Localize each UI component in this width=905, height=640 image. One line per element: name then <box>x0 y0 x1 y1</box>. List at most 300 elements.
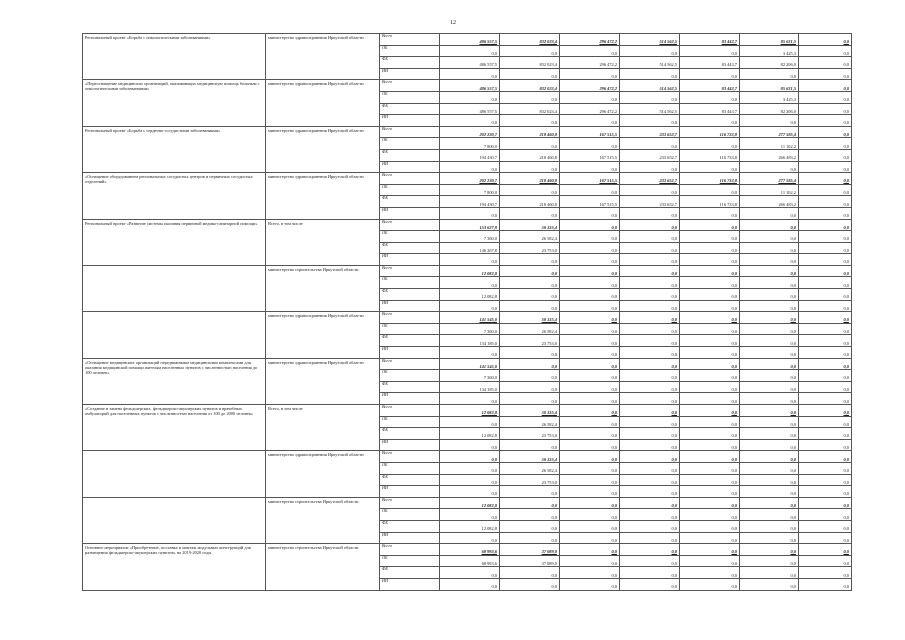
amount-cell: 0,0 <box>560 497 620 509</box>
amount-cell: 0,0 <box>440 486 500 498</box>
amount-cell: 0,0 <box>680 474 740 486</box>
amount-cell: 0,0 <box>680 544 740 556</box>
funding-source: ИИ <box>380 578 440 590</box>
amount-cell: 0,0 <box>560 358 620 370</box>
amount-cell: 0,0 <box>560 416 620 428</box>
amount-cell: 277 585,4 <box>740 173 799 185</box>
amount-cell: 0,0 <box>620 45 680 57</box>
table-row <box>83 451 852 463</box>
amount-cell: 0,0 <box>620 567 680 579</box>
amount-cell: 83 443,7 <box>680 103 740 115</box>
table-row <box>83 544 852 556</box>
funding-source: ФБ <box>380 196 440 208</box>
amount-cell: 12 082,8 <box>440 520 500 532</box>
amount-cell: 0,0 <box>440 509 500 521</box>
amount-cell: 0,0 <box>799 80 852 92</box>
amount-cell: 0,0 <box>620 115 680 127</box>
amount-cell: 0,0 <box>740 300 799 312</box>
table-row <box>83 312 852 324</box>
amount-cell: 116 733,8 <box>680 196 740 208</box>
funding-source: ФБ <box>380 242 440 254</box>
amount-cell: 116 733,8 <box>680 126 740 138</box>
table-row <box>83 497 852 509</box>
amount-cell: 26 582,4 <box>500 231 560 243</box>
amount-cell: 486 557,5 <box>440 57 500 69</box>
amount-cell: 0,0 <box>560 161 620 173</box>
amount-cell: 0,0 <box>620 462 680 474</box>
amount-cell: 0,0 <box>680 265 740 277</box>
amount-cell: 0,0 <box>560 312 620 324</box>
amount-cell: 0,0 <box>740 289 799 301</box>
amount-cell: 0,0 <box>560 265 620 277</box>
amount-cell: 0,0 <box>440 207 500 219</box>
amount-cell: 0,0 <box>680 405 740 417</box>
funding-source: Всего <box>380 219 440 231</box>
amount-cell: 50 335,4 <box>500 312 560 324</box>
amount-cell: 0,0 <box>680 428 740 440</box>
amount-cell: 218 460,8 <box>500 126 560 138</box>
amount-cell: 0,0 <box>680 509 740 521</box>
amount-cell: 0,0 <box>680 578 740 590</box>
amount-cell: 0,0 <box>799 115 852 127</box>
amount-cell: 0,0 <box>560 231 620 243</box>
amount-cell: 3 425,3 <box>740 91 799 103</box>
amount-cell: 0,0 <box>620 393 680 405</box>
amount-cell: 0,0 <box>560 405 620 417</box>
amount-cell: 218 460,8 <box>500 149 560 161</box>
funding-source: ОБ <box>380 277 440 289</box>
amount-cell: 0,0 <box>740 532 799 544</box>
amount-cell: 141 545,0 <box>440 358 500 370</box>
amount-cell: 0,0 <box>560 91 620 103</box>
amount-cell: 0,0 <box>740 416 799 428</box>
amount-cell: 0,0 <box>680 312 740 324</box>
amount-cell: 0,0 <box>560 393 620 405</box>
amount-cell: 0,0 <box>560 428 620 440</box>
activity-name: Региональный проект «Развитие системы оказания первичной медико-санитарной помощи» <box>83 219 266 265</box>
amount-cell: 0,0 <box>500 520 560 532</box>
activity-name: Основное мероприятие «Приобретение, поставка и монтаж модульных конструкций для размещения фельдшерско-акушерских пунктов» на 2019-2020 годы <box>83 544 266 590</box>
amount-cell: 0,0 <box>620 289 680 301</box>
amount-cell: 23 753,0 <box>500 428 560 440</box>
amount-cell: 85 631,5 <box>740 34 799 46</box>
amount-cell: 7 800,0 <box>440 138 500 150</box>
amount-cell: 0,0 <box>740 578 799 590</box>
funding-source: ОБ <box>380 555 440 567</box>
amount-cell: 0,0 <box>799 196 852 208</box>
amount-cell: 0,0 <box>799 161 852 173</box>
funding-source: ОБ <box>380 138 440 150</box>
amount-cell: 7 360,0 <box>440 323 500 335</box>
amount-cell: 0,0 <box>560 323 620 335</box>
amount-cell: 0,0 <box>799 381 852 393</box>
amount-cell: 0,0 <box>620 335 680 347</box>
funding-source: ФБ <box>380 335 440 347</box>
amount-cell: 0,0 <box>560 370 620 382</box>
amount-cell: 0,0 <box>799 57 852 69</box>
funding-source: Всего <box>380 126 440 138</box>
amount-cell: 0,0 <box>680 115 740 127</box>
responsible-executor: министерство здравоохранения Иркутской области <box>266 34 380 80</box>
amount-cell: 0,0 <box>799 312 852 324</box>
amount-cell: 0,0 <box>560 439 620 451</box>
amount-cell: 0,0 <box>440 416 500 428</box>
amount-cell: 0,0 <box>620 184 680 196</box>
amount-cell: 167 515,5 <box>560 149 620 161</box>
amount-cell: 0,0 <box>560 381 620 393</box>
amount-cell: 0,0 <box>799 509 852 521</box>
amount-cell: 12 082,8 <box>440 497 500 509</box>
amount-cell: 0,0 <box>799 138 852 150</box>
amount-cell: 0,0 <box>799 567 852 579</box>
amount-cell: 0,0 <box>799 68 852 80</box>
amount-cell: 832 023,4 <box>500 57 560 69</box>
amount-cell: 0,0 <box>799 126 852 138</box>
amount-cell: 0,0 <box>440 578 500 590</box>
amount-cell: 0,0 <box>560 544 620 556</box>
amount-cell: 514 562,5 <box>620 57 680 69</box>
activity-name: Региональный проект «Борьба с сердечно-сосудистыми заболеваниями» <box>83 126 266 172</box>
amount-cell: 0,0 <box>799 486 852 498</box>
amount-cell: 0,0 <box>440 254 500 266</box>
amount-cell: 0,0 <box>440 91 500 103</box>
amount-cell: 167 515,5 <box>560 173 620 185</box>
amount-cell: 82 206,0 <box>740 57 799 69</box>
amount-cell: 0,0 <box>500 138 560 150</box>
amount-cell: 832 023,4 <box>500 103 560 115</box>
amount-cell: 0,0 <box>620 486 680 498</box>
amount-cell: 37 089,0 <box>500 544 560 556</box>
amount-cell: 0,0 <box>680 323 740 335</box>
amount-cell: 0,0 <box>680 219 740 231</box>
amount-cell: 0,0 <box>680 451 740 463</box>
amount-cell: 0,0 <box>680 567 740 579</box>
amount-cell: 0,0 <box>500 370 560 382</box>
amount-cell: 0,0 <box>740 381 799 393</box>
amount-cell: 82 206,0 <box>740 103 799 115</box>
amount-cell: 0,0 <box>500 289 560 301</box>
amount-cell: 0,0 <box>500 254 560 266</box>
amount-cell: 233 652,7 <box>620 126 680 138</box>
table-row <box>83 126 852 138</box>
amount-cell: 0,0 <box>560 115 620 127</box>
amount-cell: 514 562,5 <box>620 34 680 46</box>
amount-cell: 0,0 <box>680 45 740 57</box>
funding-source: Всего <box>380 312 440 324</box>
amount-cell: 0,0 <box>500 393 560 405</box>
amount-cell: 26 582,4 <box>500 416 560 428</box>
amount-cell: 0,0 <box>560 462 620 474</box>
amount-cell: 0,0 <box>620 405 680 417</box>
amount-cell: 0,0 <box>500 207 560 219</box>
amount-cell: 0,0 <box>500 277 560 289</box>
funding-source: ОБ <box>380 231 440 243</box>
amount-cell: 23 753,0 <box>500 242 560 254</box>
amount-cell: 486 557,5 <box>440 34 500 46</box>
funding-source: Всего <box>380 173 440 185</box>
amount-cell: 0,0 <box>620 161 680 173</box>
funding-source: ОБ <box>380 416 440 428</box>
amount-cell: 0,0 <box>799 358 852 370</box>
amount-cell: 0,0 <box>500 578 560 590</box>
amount-cell: 0,0 <box>799 34 852 46</box>
funding-source: ОБ <box>380 184 440 196</box>
amount-cell: 0,0 <box>680 300 740 312</box>
table-row <box>83 80 852 92</box>
amount-cell: 0,0 <box>560 242 620 254</box>
amount-cell: 296 472,2 <box>560 80 620 92</box>
amount-cell: 0,0 <box>680 532 740 544</box>
amount-cell: 0,0 <box>799 578 852 590</box>
amount-cell: 7 360,0 <box>440 370 500 382</box>
amount-cell: 0,0 <box>680 289 740 301</box>
amount-cell: 0,0 <box>440 161 500 173</box>
amount-cell: 12 082,8 <box>440 289 500 301</box>
amount-cell: 0,0 <box>500 381 560 393</box>
amount-cell: 68 993,6 <box>440 555 500 567</box>
amount-cell: 0,0 <box>799 555 852 567</box>
amount-cell: 116 733,8 <box>680 149 740 161</box>
responsible-executor: министерство здравоохранения Иркутской области <box>266 126 380 172</box>
amount-cell: 0,0 <box>560 254 620 266</box>
funding-source: ФБ <box>380 474 440 486</box>
amount-cell: 0,0 <box>560 207 620 219</box>
amount-cell: 0,0 <box>500 532 560 544</box>
amount-cell: 296 472,2 <box>560 57 620 69</box>
amount-cell: 0,0 <box>799 323 852 335</box>
funding-source: ИИ <box>380 254 440 266</box>
amount-cell: 0,0 <box>680 416 740 428</box>
activity-name: «Создание и замена фельдшерских, фельдшерско-акушерских пунктов и врачебных амбулаторий для населенных пунктов с численностью населения от 100 до 2000 человек» <box>83 405 266 451</box>
amount-cell: 0,0 <box>740 254 799 266</box>
amount-cell: 0,0 <box>560 520 620 532</box>
amount-cell: 0,0 <box>500 91 560 103</box>
amount-cell: 0,0 <box>620 428 680 440</box>
amount-cell: 0,0 <box>799 462 852 474</box>
funding-source: Всего <box>380 497 440 509</box>
responsible-executor: министерство здравоохранения Иркутской области <box>266 80 380 126</box>
table-row <box>83 405 852 417</box>
amount-cell: 0,0 <box>620 520 680 532</box>
amount-cell: 0,0 <box>680 393 740 405</box>
amount-cell: 0,0 <box>560 184 620 196</box>
amount-cell: 146 267,8 <box>440 242 500 254</box>
amount-cell: 0,0 <box>560 277 620 289</box>
amount-cell: 0,0 <box>620 323 680 335</box>
amount-cell: 0,0 <box>680 68 740 80</box>
funding-source: ФБ <box>380 520 440 532</box>
amount-cell: 167 515,5 <box>560 126 620 138</box>
amount-cell: 0,0 <box>620 544 680 556</box>
amount-cell: 0,0 <box>799 231 852 243</box>
amount-cell: 0,0 <box>799 520 852 532</box>
amount-cell: 0,0 <box>680 277 740 289</box>
amount-cell: 167 515,5 <box>560 196 620 208</box>
amount-cell: 0,0 <box>799 300 852 312</box>
amount-cell: 486 557,5 <box>440 80 500 92</box>
amount-cell: 0,0 <box>620 231 680 243</box>
amount-cell: 0,0 <box>799 439 852 451</box>
amount-cell: 50 335,4 <box>500 405 560 417</box>
amount-cell: 0,0 <box>500 265 560 277</box>
amount-cell: 514 562,5 <box>620 103 680 115</box>
amount-cell: 0,0 <box>500 439 560 451</box>
amount-cell: 0,0 <box>440 45 500 57</box>
amount-cell: 832 023,4 <box>500 80 560 92</box>
amount-cell: 0,0 <box>799 289 852 301</box>
funding-source: ОБ <box>380 45 440 57</box>
amount-cell: 0,0 <box>500 567 560 579</box>
amount-cell: 0,0 <box>799 451 852 463</box>
amount-cell: 0,0 <box>440 567 500 579</box>
amount-cell: 0,0 <box>560 532 620 544</box>
funding-source: ИИ <box>380 115 440 127</box>
financing-table <box>82 33 852 591</box>
amount-cell: 0,0 <box>799 149 852 161</box>
amount-cell: 0,0 <box>799 207 852 219</box>
amount-cell: 0,0 <box>440 462 500 474</box>
amount-cell: 0,0 <box>740 555 799 567</box>
amount-cell: 0,0 <box>740 451 799 463</box>
amount-cell: 11 102,2 <box>740 184 799 196</box>
amount-cell: 26 582,4 <box>500 462 560 474</box>
amount-cell: 0,0 <box>740 393 799 405</box>
amount-cell: 202 230,7 <box>440 126 500 138</box>
amount-cell: 0,0 <box>740 265 799 277</box>
amount-cell: 0,0 <box>620 219 680 231</box>
amount-cell: 0,0 <box>680 520 740 532</box>
table-row <box>83 265 852 277</box>
amount-cell: 0,0 <box>440 393 500 405</box>
amount-cell: 0,0 <box>620 300 680 312</box>
funding-source: ОБ <box>380 509 440 521</box>
amount-cell: 134 185,0 <box>440 381 500 393</box>
amount-cell: 0,0 <box>740 115 799 127</box>
amount-cell: 0,0 <box>799 335 852 347</box>
amount-cell: 0,0 <box>799 254 852 266</box>
amount-cell: 0,0 <box>560 567 620 579</box>
responsible-executor: министерство строительства Иркутской области <box>266 265 380 311</box>
funding-source: ФБ <box>380 103 440 115</box>
amount-cell: 0,0 <box>799 474 852 486</box>
amount-cell: 0,0 <box>799 347 852 359</box>
amount-cell: 0,0 <box>740 439 799 451</box>
amount-cell: 202 230,7 <box>440 173 500 185</box>
amount-cell: 0,0 <box>620 416 680 428</box>
amount-cell: 0,0 <box>799 497 852 509</box>
amount-cell: 0,0 <box>740 474 799 486</box>
activity-name: «Переоснащение медицинских организаций, оказывающих медицинскую помощь больным с онкологическими заболеваниями» <box>83 80 266 126</box>
amount-cell: 26 582,4 <box>500 323 560 335</box>
amount-cell: 0,0 <box>680 381 740 393</box>
amount-cell: 0,0 <box>620 532 680 544</box>
amount-cell: 0,0 <box>799 544 852 556</box>
amount-cell: 0,0 <box>620 509 680 521</box>
amount-cell: 0,0 <box>560 451 620 463</box>
amount-cell: 0,0 <box>799 370 852 382</box>
amount-cell: 0,0 <box>740 462 799 474</box>
amount-cell: 0,0 <box>560 289 620 301</box>
table-row <box>83 173 852 185</box>
funding-source: Всего <box>380 544 440 556</box>
funding-source: ОБ <box>380 323 440 335</box>
amount-cell: 3 425,3 <box>740 45 799 57</box>
amount-cell: 83 443,7 <box>680 57 740 69</box>
amount-cell: 0,0 <box>620 370 680 382</box>
amount-cell: 50 335,4 <box>500 451 560 463</box>
amount-cell: 0,0 <box>680 335 740 347</box>
funding-source: Всего <box>380 265 440 277</box>
amount-cell: 0,0 <box>500 68 560 80</box>
amount-cell: 0,0 <box>620 474 680 486</box>
amount-cell: 0,0 <box>740 231 799 243</box>
amount-cell: 0,0 <box>560 68 620 80</box>
amount-cell: 23 753,0 <box>500 335 560 347</box>
amount-cell: 0,0 <box>500 486 560 498</box>
funding-source: ФБ <box>380 567 440 579</box>
amount-cell: 0,0 <box>620 358 680 370</box>
amount-cell: 0,0 <box>620 68 680 80</box>
amount-cell: 141 545,0 <box>440 312 500 324</box>
amount-cell: 0,0 <box>440 277 500 289</box>
amount-cell: 0,0 <box>680 91 740 103</box>
amount-cell: 85 631,5 <box>740 80 799 92</box>
amount-cell: 0,0 <box>560 335 620 347</box>
amount-cell: 0,0 <box>620 347 680 359</box>
amount-cell: 0,0 <box>799 277 852 289</box>
amount-cell: 0,0 <box>799 173 852 185</box>
amount-cell: 0,0 <box>440 300 500 312</box>
amount-cell: 0,0 <box>740 544 799 556</box>
responsible-executor: Всего, в том числе <box>266 219 380 265</box>
amount-cell: 11 102,2 <box>740 138 799 150</box>
amount-cell: 0,0 <box>680 555 740 567</box>
amount-cell: 0,0 <box>799 91 852 103</box>
funding-source: ИИ <box>380 207 440 219</box>
responsible-executor: министерство здравоохранения Иркутской области <box>266 173 380 219</box>
amount-cell: 0,0 <box>799 242 852 254</box>
funding-source: ИИ <box>380 300 440 312</box>
amount-cell: 12 082,8 <box>440 428 500 440</box>
amount-cell: 7 800,0 <box>440 184 500 196</box>
amount-cell: 0,0 <box>560 347 620 359</box>
amount-cell: 0,0 <box>620 254 680 266</box>
amount-cell: 0,0 <box>440 115 500 127</box>
amount-cell: 0,0 <box>680 347 740 359</box>
amount-cell: 233 652,7 <box>620 173 680 185</box>
amount-cell: 0,0 <box>500 509 560 521</box>
amount-cell: 832 023,4 <box>500 34 560 46</box>
amount-cell: 0,0 <box>740 358 799 370</box>
funding-source: ОБ <box>380 370 440 382</box>
amount-cell: 0,0 <box>740 370 799 382</box>
amount-cell: 0,0 <box>440 532 500 544</box>
amount-cell: 0,0 <box>680 161 740 173</box>
amount-cell: 0,0 <box>680 242 740 254</box>
amount-cell: 296 472,2 <box>560 103 620 115</box>
funding-source: ОБ <box>380 462 440 474</box>
funding-source: ИИ <box>380 393 440 405</box>
amount-cell: 0,0 <box>500 45 560 57</box>
responsible-executor: министерство здравоохранения Иркутской области <box>266 358 380 404</box>
amount-cell: 0,0 <box>740 335 799 347</box>
amount-cell: 0,0 <box>799 184 852 196</box>
amount-cell: 37 089,0 <box>500 555 560 567</box>
funding-source: ОБ <box>380 91 440 103</box>
amount-cell: 0,0 <box>560 509 620 521</box>
amount-cell: 0,0 <box>799 219 852 231</box>
amount-cell: 0,0 <box>740 567 799 579</box>
